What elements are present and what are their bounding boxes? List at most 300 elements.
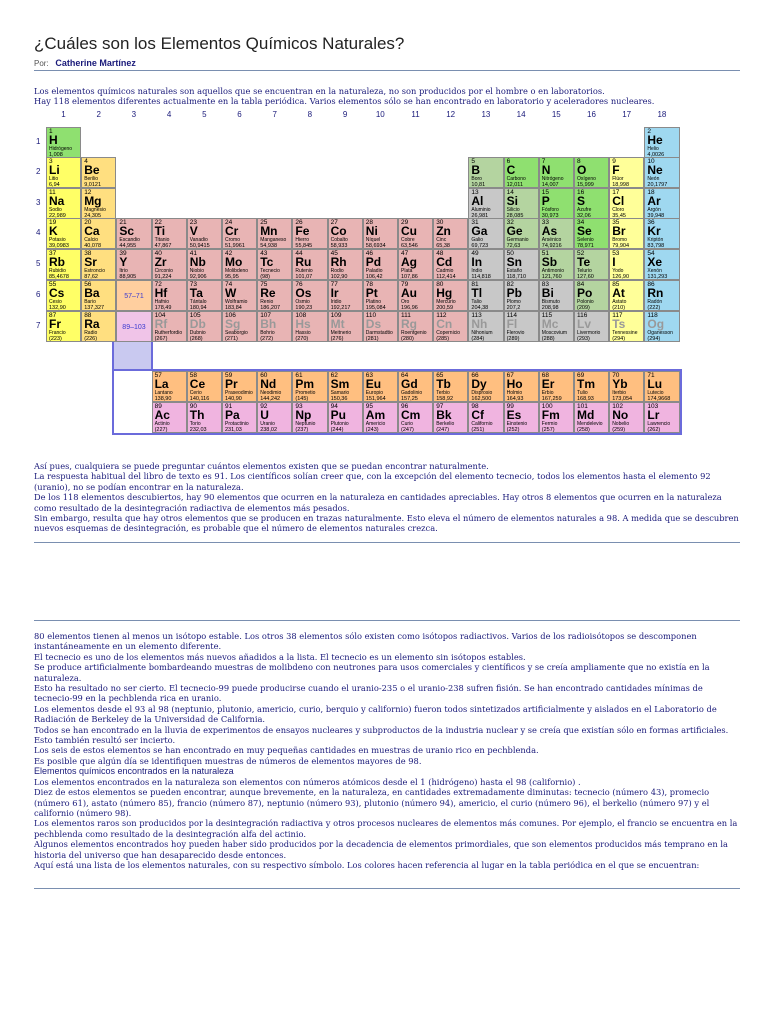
paragraph: De los 118 elementos descubiertos, hay 90 elementos que ocurren en la naturaleza en cantidades apreciables. Hay otros 8 elementos que ocurren en la naturaleza como resultado de la desintegración radiactiva de elementos más pesados. — [34, 492, 722, 513]
element-cell[interactable] — [644, 188, 679, 219]
element-cell[interactable] — [257, 218, 292, 249]
atomic-number: 113 — [471, 312, 482, 319]
element-cell[interactable] — [468, 371, 503, 402]
element-cell[interactable] — [328, 311, 363, 342]
element-cell[interactable] — [504, 157, 539, 188]
element-cell[interactable] — [468, 157, 503, 188]
element-name: Terbio — [436, 390, 450, 396]
atomic-number: 36 — [647, 219, 655, 226]
element-symbol: Ir — [330, 286, 339, 300]
element-cell[interactable] — [504, 188, 539, 219]
element-name: Berkelio — [436, 421, 455, 427]
group-number: 12 — [446, 110, 456, 119]
atomic-number: 79 — [401, 281, 409, 288]
element-cell[interactable] — [222, 249, 257, 280]
element-name: Boro — [471, 176, 482, 182]
group-number: 17 — [622, 110, 632, 119]
element-cell[interactable] — [574, 280, 609, 311]
atomic-number: 7 — [541, 158, 546, 165]
element-name: Roentgenio — [401, 330, 427, 336]
element-cell[interactable] — [187, 311, 222, 342]
element-symbol: Al — [471, 194, 484, 208]
element-cell[interactable] — [222, 371, 257, 402]
element-cell[interactable] — [257, 311, 292, 342]
element-name: Cadmio — [436, 268, 454, 274]
element-symbol: Nd — [260, 377, 277, 391]
element-cell[interactable] — [574, 249, 609, 280]
element-name: Telurio — [577, 268, 592, 274]
element-cell[interactable] — [292, 280, 327, 311]
element-cell[interactable] — [292, 249, 327, 280]
atomic-mass: 126,90 — [612, 274, 630, 280]
element-name: Neón — [647, 176, 660, 182]
atomic-number: 16 — [577, 189, 585, 196]
element-symbol: Si — [506, 194, 518, 208]
element-name: Polonio — [577, 299, 594, 305]
atomic-number: 117 — [612, 312, 623, 319]
element-cell[interactable] — [644, 280, 679, 311]
element-cell[interactable] — [116, 249, 151, 280]
atomic-number: 26 — [295, 219, 303, 226]
section2-text — [34, 631, 740, 870]
element-cell[interactable] — [81, 188, 116, 219]
element-name: Disprosio — [471, 390, 493, 396]
element-cell[interactable] — [46, 218, 81, 249]
element-name: Bario — [84, 299, 96, 305]
element-symbol: Yb — [612, 377, 628, 391]
atomic-number: 64 — [401, 372, 409, 379]
element-cell[interactable] — [46, 188, 81, 219]
atomic-number: 115 — [541, 312, 553, 319]
element-cell[interactable] — [504, 311, 539, 342]
atomic-number: 88 — [84, 312, 92, 319]
element-cell[interactable] — [46, 280, 81, 311]
element-cell[interactable] — [187, 280, 222, 311]
element-name: Dubnio — [189, 330, 206, 336]
element-cell[interactable] — [328, 371, 363, 402]
element-cell[interactable] — [574, 188, 609, 219]
atomic-mass: 15,999 — [577, 182, 594, 188]
atomic-number: 6 — [506, 158, 511, 165]
element-cell[interactable] — [644, 249, 679, 280]
paragraph: Los elementos desde el 93 al 98 (neptunio, plutonio, americio, curio, berquio y californio) fueron todos sintetizados artificialmente y aislados en el Laboratorio de Radiación de Berkeley de la Universidad de California. — [34, 703, 717, 725]
atomic-mass: 178,49 — [154, 305, 172, 311]
element-symbol: Hg — [436, 286, 453, 300]
element-cell[interactable] — [363, 280, 398, 311]
atomic-number: 15 — [541, 189, 550, 196]
atomic-mass: 132,90 — [49, 305, 66, 311]
atomic-number: 50 — [506, 250, 514, 257]
atomic-number: 56 — [84, 281, 92, 288]
element-cell[interactable] — [504, 280, 539, 311]
element-cell[interactable] — [363, 311, 398, 342]
element-symbol: Ar — [647, 194, 661, 208]
element-cell[interactable] — [433, 280, 468, 311]
atomic-mass: 162,500 — [471, 396, 492, 402]
atomic-mass: (276) — [330, 336, 344, 342]
element-cell[interactable] — [609, 188, 644, 219]
element-symbol: Na — [49, 194, 65, 208]
element-symbol: K — [49, 224, 58, 238]
element-name: Calcio — [84, 237, 99, 243]
element-cell[interactable] — [152, 371, 187, 402]
element-cell[interactable] — [468, 249, 503, 280]
element-cell[interactable] — [81, 218, 116, 249]
element-cell[interactable] — [644, 218, 679, 249]
atomic-mass: 91,224 — [154, 274, 172, 280]
element-symbol: Lu — [647, 377, 663, 391]
element-cell[interactable] — [222, 402, 257, 433]
element-cell[interactable] — [363, 218, 398, 249]
element-cell[interactable] — [328, 218, 363, 249]
element-cell[interactable] — [574, 218, 609, 249]
element-cell[interactable] — [81, 280, 116, 311]
atomic-number: 57 — [154, 372, 162, 379]
element-name: Curio — [401, 421, 413, 427]
element-cell[interactable] — [468, 218, 503, 249]
element-symbol: Gd — [401, 377, 418, 391]
atomic-mass: 140,90 — [225, 396, 242, 402]
element-cell[interactable] — [187, 402, 222, 433]
element-cell[interactable] — [609, 280, 644, 311]
element-symbol: Mc — [541, 317, 559, 331]
element-cell[interactable] — [152, 311, 187, 342]
element-cell[interactable] — [363, 371, 398, 402]
atomic-mass: 112,414 — [436, 274, 456, 280]
paragraph: Es posible que algún día se identifiquen muestras de números de elementos mayores de 98. — [34, 755, 422, 766]
element-cell[interactable] — [468, 311, 503, 342]
element-symbol: W — [225, 286, 237, 300]
element-cell[interactable] — [328, 280, 363, 311]
atomic-mass: (294) — [612, 336, 626, 342]
element-cell[interactable] — [81, 311, 116, 342]
element-name: Francio — [49, 330, 66, 336]
element-symbol: Fe — [295, 224, 310, 238]
atomic-number: 82 — [506, 281, 514, 288]
element-name: Plata — [401, 268, 413, 274]
atomic-number: 87 — [49, 312, 57, 319]
element-name: Hidrógeno — [49, 146, 73, 152]
element-cell[interactable] — [257, 249, 292, 280]
atomic-number: 11 — [49, 189, 56, 196]
element-cell[interactable] — [292, 402, 327, 433]
atomic-mass: 137,327 — [84, 305, 105, 311]
atomic-number: 70 — [612, 372, 620, 379]
element-symbol: Re — [260, 286, 276, 300]
element-name: Rodio — [330, 268, 344, 274]
element-cell[interactable] — [539, 371, 574, 402]
atomic-mass: 88,905 — [119, 274, 137, 280]
element-cell[interactable] — [468, 188, 503, 219]
element-cell[interactable] — [433, 249, 468, 280]
atomic-mass: 174,9668 — [647, 396, 671, 402]
atomic-mass: (267) — [154, 336, 168, 342]
atomic-number: 80 — [436, 281, 444, 288]
element-symbol: Ts — [612, 317, 626, 331]
element-name: Hassio — [295, 330, 311, 336]
element-cell[interactable] — [504, 249, 539, 280]
atomic-number: 91 — [225, 403, 233, 410]
atomic-mass: 26,981 — [471, 213, 489, 219]
element-cell[interactable] — [539, 218, 574, 249]
atomic-number: 104 — [154, 312, 166, 319]
element-cell[interactable] — [292, 371, 327, 402]
period-number: 3 — [36, 198, 41, 207]
author-name[interactable]: Catherine Martínez — [55, 58, 136, 68]
element-cell[interactable] — [328, 402, 363, 433]
element-cell[interactable] — [116, 218, 151, 249]
element-name: Renio — [260, 299, 274, 305]
atomic-number: 89 — [154, 403, 162, 410]
element-symbol: Er — [541, 377, 555, 391]
element-cell[interactable] — [433, 218, 468, 249]
element-cell[interactable] — [539, 311, 574, 342]
element-cell[interactable] — [468, 280, 503, 311]
atomic-mass: (293) — [577, 336, 590, 342]
atomic-number: 17 — [612, 189, 620, 196]
element-symbol: Ds — [365, 317, 382, 331]
atomic-number: 18 — [647, 189, 655, 196]
element-name: Kriptón — [647, 237, 664, 243]
element-name: Talio — [471, 299, 482, 305]
atomic-number: 77 — [330, 281, 338, 288]
element-cell[interactable] — [152, 280, 187, 311]
element-symbol: Sm — [330, 377, 350, 391]
element-cell[interactable] — [609, 371, 644, 402]
element-name: Oganesson — [647, 330, 673, 336]
group-number: 6 — [237, 110, 242, 119]
atomic-mass: 47,867 — [154, 243, 172, 249]
group-number: 13 — [481, 110, 491, 119]
atomic-number: 81 — [471, 281, 479, 288]
atomic-mass: 127,60 — [577, 274, 594, 280]
element-cell[interactable] — [398, 218, 433, 249]
atomic-number: 46 — [365, 250, 374, 257]
element-name: Seaborgio — [225, 330, 248, 336]
element-cell[interactable] — [81, 157, 116, 188]
element-name: Platino — [365, 299, 382, 305]
atomic-mass: 32,06 — [577, 213, 591, 219]
element-symbol: Au — [401, 286, 417, 300]
element-symbol: Cu — [401, 224, 417, 238]
atomic-number: 19 — [49, 219, 57, 226]
element-name: Berilio — [84, 176, 99, 182]
element-name: Hafnio — [154, 299, 170, 305]
element-cell[interactable] — [398, 402, 433, 433]
element-symbol: Li — [49, 163, 60, 177]
element-cell[interactable] — [46, 311, 81, 342]
element-symbol: Sb — [541, 255, 558, 269]
element-cell[interactable] — [257, 402, 292, 433]
element-cell[interactable] — [222, 280, 257, 311]
atomic-number: 85 — [612, 281, 620, 288]
element-name: Selenio — [577, 237, 594, 243]
element-cell[interactable] — [81, 249, 116, 280]
element-cell[interactable] — [539, 188, 574, 219]
element-name: Azufre — [577, 207, 592, 213]
element-cell[interactable] — [433, 371, 468, 402]
element-cell[interactable] — [187, 218, 222, 249]
element-cell[interactable] — [539, 280, 574, 311]
atomic-mass: (252) — [506, 427, 520, 433]
atomic-mass: (268) — [189, 336, 203, 342]
atomic-mass: 24,305 — [84, 213, 102, 219]
element-cell[interactable] — [539, 157, 574, 188]
element-cell[interactable] — [46, 249, 81, 280]
element-symbol: Nb — [189, 255, 206, 269]
atomic-number: 38 — [84, 250, 92, 257]
atomic-number: 95 — [365, 403, 374, 410]
element-cell[interactable] — [222, 218, 257, 249]
atomic-mass: 40,078 — [84, 243, 102, 249]
element-cell[interactable] — [222, 311, 257, 342]
atomic-number: 84 — [577, 281, 585, 288]
element-cell[interactable] — [539, 402, 574, 433]
atomic-number: 86 — [647, 281, 655, 288]
element-symbol: Og — [647, 317, 665, 331]
element-cell[interactable] — [152, 402, 187, 433]
element-symbol: Ac — [154, 408, 170, 422]
element-cell[interactable] — [292, 218, 327, 249]
element-cell[interactable] — [363, 249, 398, 280]
atomic-number: 24 — [225, 219, 233, 226]
element-cell[interactable] — [539, 249, 574, 280]
atomic-number: 111 — [401, 312, 411, 319]
element-cell[interactable] — [504, 402, 539, 433]
element-symbol: Ne — [647, 163, 663, 177]
element-cell[interactable] — [644, 311, 679, 342]
element-name: Americio — [365, 421, 386, 427]
element-cell[interactable] — [468, 402, 503, 433]
element-symbol: S — [577, 194, 586, 208]
element-symbol: Es — [506, 408, 522, 422]
element-cell[interactable] — [328, 249, 363, 280]
element-name: Prometio — [295, 390, 316, 396]
element-symbol: Cd — [436, 255, 453, 269]
atomic-mass: 22,989 — [49, 213, 66, 219]
element-cell[interactable] — [398, 280, 433, 311]
element-name: Mercurio — [436, 299, 456, 305]
element-cell[interactable] — [504, 218, 539, 249]
atomic-mass: (281) — [365, 336, 379, 342]
element-symbol: Te — [577, 255, 591, 269]
atomic-mass: (272) — [260, 336, 274, 342]
atomic-number: 65 — [436, 372, 444, 379]
paragraph: Aquí está una lista de los elementos naturales, con su respectivo símbolo. Los colores hacen referencia al lugar en la tabla periódica en el que se encuentran: — [34, 859, 700, 870]
atomic-number: 3 — [49, 158, 53, 165]
element-cell[interactable] — [433, 402, 468, 433]
atomic-mass: (209) — [577, 305, 590, 311]
element-cell[interactable] — [574, 371, 609, 402]
atomic-mass: 168,93 — [577, 396, 594, 402]
atomic-mass: 131,293 — [647, 274, 668, 280]
atomic-number: 55 — [49, 281, 57, 288]
element-cell[interactable] — [292, 311, 327, 342]
element-name: Nobelio — [612, 421, 630, 427]
element-cell[interactable] — [257, 280, 292, 311]
atomic-number: 66 — [471, 372, 479, 379]
byline — [34, 58, 136, 68]
atomic-mass: 92,906 — [189, 274, 207, 280]
element-symbol: Th — [189, 408, 205, 422]
element-cell[interactable] — [574, 311, 609, 342]
element-name: Nitrógeno — [541, 176, 564, 182]
atomic-mass: (247) — [436, 427, 450, 433]
element-name: Flerovio — [506, 330, 525, 336]
element-cell[interactable] — [46, 127, 81, 158]
atomic-mass: (280) — [401, 336, 414, 342]
element-cell[interactable] — [644, 127, 679, 158]
paragraph: Algunos elementos encontrados hoy pueden haber sido producidos por la decadencia de elementos primordiales, que son elementos producidos más temprano en la historia del universo que han desaparecido desde entonces. — [34, 839, 728, 860]
element-cell[interactable] — [609, 157, 644, 188]
element-symbol: Bi — [541, 286, 554, 300]
atomic-mass: (294) — [647, 336, 661, 342]
atomic-number: 34 — [577, 219, 585, 226]
paragraph: Esto ha resultado no ser cierto. El tecnecio-99 puede producirse cuando el uranio-235 o el uranio-238 sufren fisión. Se han encontrado cantidades mínimas de tecnecio-99 en la pechblenda rica en uranio. — [34, 683, 703, 704]
element-symbol: Ce — [189, 377, 206, 391]
element-cell[interactable] — [433, 311, 468, 342]
element-cell[interactable] — [363, 402, 398, 433]
element-cell[interactable] — [398, 249, 433, 280]
element-cell[interactable] — [574, 157, 609, 188]
atomic-mass: (247) — [401, 427, 414, 433]
element-cell[interactable] — [609, 218, 644, 249]
atomic-mass: 83,798 — [647, 243, 665, 249]
atomic-number: 112 — [436, 312, 447, 319]
element-cell[interactable] — [398, 371, 433, 402]
element-cell[interactable] — [152, 218, 187, 249]
element-cell[interactable] — [398, 311, 433, 342]
element-name: Vanadio — [189, 237, 208, 243]
element-cell[interactable] — [504, 371, 539, 402]
atomic-number: 10 — [647, 158, 655, 165]
element-symbol: Po — [577, 286, 593, 300]
element-cell[interactable] — [644, 157, 679, 188]
atomic-mass: 158,92 — [436, 396, 454, 402]
element-cell[interactable] — [574, 402, 609, 433]
group-number: 4 — [166, 110, 172, 119]
element-cell[interactable] — [152, 249, 187, 280]
element-cell[interactable] — [644, 371, 679, 402]
element-symbol: Dy — [471, 377, 487, 391]
atomic-number: 39 — [119, 250, 127, 257]
atomic-number: 108 — [295, 312, 307, 319]
element-symbol: Rb — [49, 255, 65, 269]
atomic-mass: 72,63 — [506, 243, 521, 249]
element-symbol: N — [541, 163, 551, 177]
element-cell[interactable] — [609, 311, 644, 342]
element-name: Radio — [84, 330, 98, 336]
element-cell[interactable] — [609, 249, 644, 280]
element-name: Lawrencio — [647, 421, 671, 427]
element-symbol: Cn — [436, 317, 453, 331]
element-cell[interactable] — [187, 249, 222, 280]
element-name: Plomo — [506, 299, 521, 305]
element-cell[interactable] — [644, 402, 679, 433]
element-name: Xenón — [647, 268, 662, 274]
element-cell[interactable] — [187, 371, 222, 402]
element-cell[interactable] — [257, 371, 292, 402]
atomic-number: 71 — [647, 372, 655, 379]
element-symbol: As — [541, 224, 558, 238]
atomic-number: 103 — [647, 403, 659, 410]
element-symbol: Mn — [260, 224, 278, 238]
atomic-mass: (271) — [225, 336, 238, 342]
element-cell[interactable] — [46, 157, 81, 188]
element-cell[interactable] — [609, 402, 644, 433]
element-symbol: Ca — [84, 224, 100, 238]
atomic-mass: 114,818 — [471, 274, 491, 280]
